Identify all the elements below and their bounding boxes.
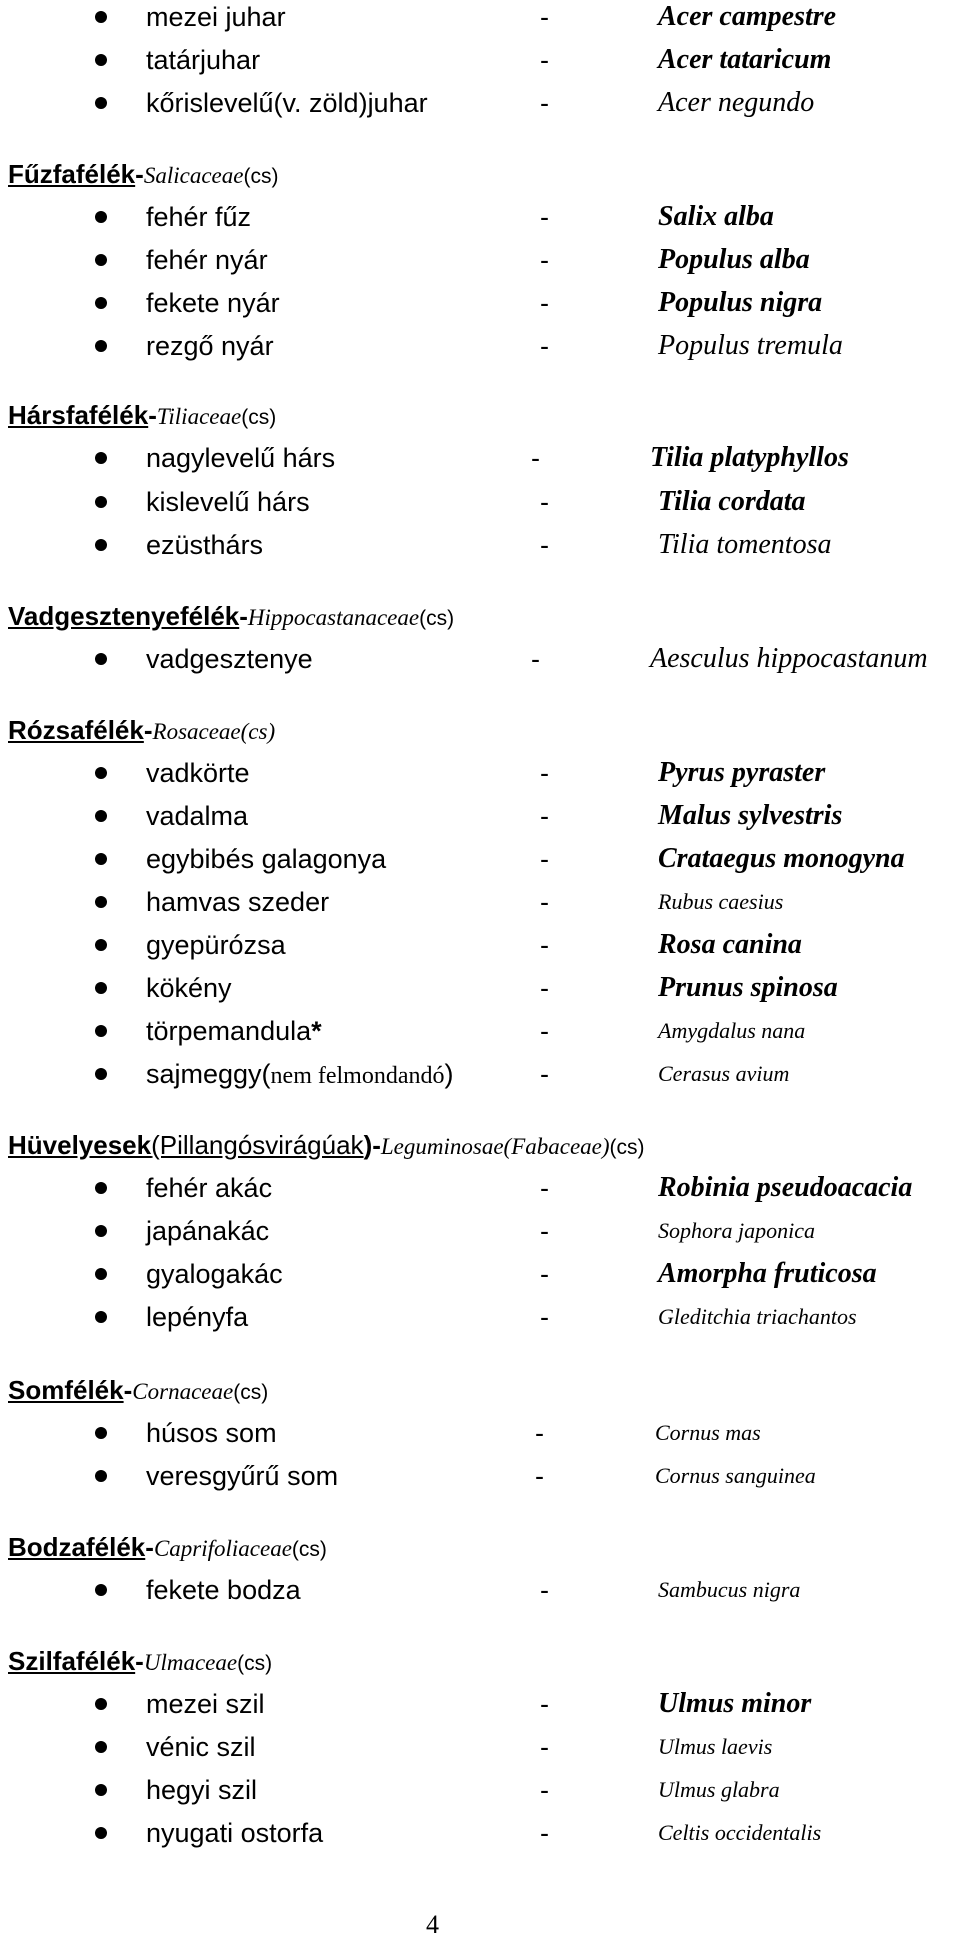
latin-name: Acer campestre — [658, 1, 837, 32]
dash: - — [540, 1173, 549, 1203]
list-item — [0, 1014, 960, 1054]
latin-name: Pyrus pyraster — [658, 757, 826, 788]
bullet-icon — [95, 1311, 107, 1323]
common-name: lepényfa — [146, 1302, 249, 1332]
dash: - — [540, 758, 549, 788]
bullet-icon — [95, 896, 107, 908]
list-item — [0, 1300, 960, 1340]
common-name: japánakác — [146, 1216, 270, 1246]
common-name-main: törpemandula — [146, 1016, 312, 1046]
common-name: fehér nyár — [146, 245, 268, 275]
list-item — [0, 1816, 960, 1856]
bullet-icon — [95, 1025, 107, 1037]
family-suffix: (cs) — [233, 1381, 269, 1404]
family-latin: Tiliaceae — [156, 404, 242, 429]
list-item — [0, 286, 960, 326]
list-item — [0, 329, 960, 369]
family-heading — [8, 1643, 948, 1683]
bullet-icon — [95, 254, 107, 266]
bullet-icon — [95, 496, 107, 508]
bullet-icon — [95, 11, 107, 23]
common-name: nagylevelű hárs — [146, 443, 336, 473]
list-item — [0, 1573, 960, 1613]
bullet-icon — [95, 97, 107, 109]
list-item — [0, 1459, 960, 1499]
family-latin: Hippocastanaceae — [247, 605, 420, 630]
bullet-icon — [95, 452, 107, 464]
family-latin: Cornaceae — [132, 1379, 234, 1404]
page-number: 4 — [426, 1910, 439, 1939]
family-suffix: (cs) — [237, 1652, 273, 1675]
bullet-icon — [95, 1584, 107, 1596]
latin-name: Ulmus minor — [658, 1688, 812, 1719]
common-name: mezei juhar — [146, 2, 286, 32]
latin-name: Tilia tomentosa — [658, 529, 832, 560]
dash: - — [540, 1818, 549, 1848]
common-name: fekete bodza — [146, 1575, 301, 1605]
latin-name: Cornus mas — [655, 1420, 761, 1445]
latin-name: Rubus caesius — [658, 889, 784, 914]
list-item — [0, 0, 960, 40]
common-name: kőrislevelű(v. zöld)juhar — [146, 88, 428, 118]
dash: - — [540, 88, 549, 118]
latin-name: Ulmus laevis — [658, 1734, 773, 1759]
common-name: mezei szil — [146, 1689, 265, 1719]
dash: - — [540, 245, 549, 275]
dash: - — [540, 801, 549, 831]
bullet-icon — [95, 853, 107, 865]
latin-name: Populus tremula — [658, 330, 843, 361]
common-name — [146, 1014, 322, 1048]
bullet-icon — [95, 539, 107, 551]
family-name: Rózsafélék — [8, 715, 144, 745]
dash: - — [540, 1059, 549, 1089]
latin-name: Acer tataricum — [658, 44, 832, 75]
latin-name: Crataegus monogyna — [658, 843, 905, 874]
family-latin: Rosaceae(cs) — [152, 719, 276, 744]
dash: - — [540, 288, 549, 318]
common-name: gyepürózsa — [146, 930, 286, 960]
list-item — [0, 1416, 960, 1456]
common-name: vadkörte — [146, 758, 250, 788]
family-suffix: (cs) — [241, 406, 277, 429]
list-item — [0, 243, 960, 283]
dash: - — [540, 1775, 549, 1805]
bullet-icon — [95, 1827, 107, 1839]
bullet-icon — [95, 297, 107, 309]
dash: - — [535, 1418, 544, 1448]
family-separator: - — [145, 1532, 154, 1562]
family-name: Bodzafélék — [8, 1532, 146, 1562]
common-name-note: nem felmondandó — [270, 1063, 445, 1089]
latin-name: Prunus spinosa — [658, 972, 838, 1003]
bullet-icon — [95, 1741, 107, 1753]
common-name: ezüsthárs — [146, 530, 264, 560]
dash: - — [540, 930, 549, 960]
dash: - — [531, 644, 540, 674]
dash: - — [540, 973, 549, 1003]
dash: - — [535, 1461, 544, 1491]
common-name: vadalma — [146, 801, 249, 831]
common-name: hamvas szeder — [146, 887, 330, 917]
list-item — [0, 441, 960, 481]
list-item — [0, 1214, 960, 1254]
common-name: vénic szil — [146, 1732, 256, 1762]
family-separator: - — [135, 1646, 144, 1676]
common-name: fehér fűz — [146, 202, 252, 232]
common-name: tatárjuhar — [146, 45, 261, 75]
list-item — [0, 1687, 960, 1727]
list-item — [0, 1057, 960, 1097]
latin-name: Gleditchia triachantos — [658, 1304, 857, 1329]
common-name: kökény — [146, 973, 232, 1003]
family-heading — [8, 1529, 948, 1569]
family-name: Hüvelyesek — [8, 1130, 152, 1160]
family-name-extra: (Pillangósvirágúak — [151, 1130, 364, 1160]
latin-name: Tilia cordata — [658, 486, 806, 517]
family-suffix: (cs) — [419, 607, 455, 630]
dash: - — [540, 1302, 549, 1332]
family-latin: Ulmaceae — [143, 1650, 238, 1675]
family-separator: - — [148, 400, 157, 430]
list-item — [0, 1730, 960, 1770]
family-heading — [8, 397, 948, 437]
dash: - — [540, 487, 549, 517]
bullet-icon — [95, 767, 107, 779]
family-suffix: (cs) — [291, 1538, 327, 1561]
latin-name: Sophora japonica — [658, 1218, 816, 1243]
common-name: gyalogakác — [146, 1259, 283, 1289]
common-name: veresgyűrű som — [146, 1461, 339, 1491]
family-latin: Caprifoliaceae — [153, 1536, 292, 1561]
list-item — [0, 1257, 960, 1297]
latin-name: Amygdalus nana — [658, 1018, 806, 1043]
list-item — [0, 1773, 960, 1813]
family-latin: Salicaceae — [143, 163, 244, 188]
latin-name: Tilia platyphyllos — [650, 442, 849, 473]
common-name — [146, 1057, 454, 1093]
common-name: húsos som — [146, 1418, 277, 1448]
list-item — [0, 86, 960, 126]
list-item — [0, 43, 960, 83]
bullet-icon — [95, 54, 107, 66]
list-item — [0, 485, 960, 525]
dash: - — [540, 1016, 549, 1046]
dash: - — [540, 45, 549, 75]
dash: - — [540, 887, 549, 917]
family-heading — [8, 598, 948, 638]
asterisk-mark: * — [311, 1016, 322, 1046]
latin-name: Celtis occidentalis — [658, 1820, 822, 1845]
bullet-icon — [95, 1784, 107, 1796]
latin-name: Amorpha fruticosa — [658, 1258, 877, 1289]
family-name: Szilfafélék — [8, 1646, 136, 1676]
latin-name: Robinia pseudoacacia — [658, 1172, 913, 1203]
family-separator: - — [239, 601, 248, 631]
dash: - — [540, 1689, 549, 1719]
dash: - — [540, 1575, 549, 1605]
common-name: egybibés galagonya — [146, 844, 387, 874]
bullet-icon — [95, 211, 107, 223]
latin-name: Cerasus avium — [658, 1061, 790, 1086]
family-name: Somfélék — [8, 1375, 124, 1405]
common-name: rezgő nyár — [146, 331, 274, 361]
dash: - — [540, 530, 549, 560]
family-heading — [8, 712, 948, 752]
family-separator: - — [123, 1375, 133, 1405]
list-item — [0, 842, 960, 882]
common-name: nyugati ostorfa — [146, 1818, 324, 1848]
common-name: fehér akác — [146, 1173, 273, 1203]
bullet-icon — [95, 939, 107, 951]
bullet-icon — [95, 1427, 107, 1439]
latin-name: Populus alba — [658, 244, 810, 275]
latin-name: Aesculus hippocastanum — [650, 643, 928, 674]
family-separator: )- — [363, 1130, 381, 1160]
latin-name: Acer negundo — [658, 87, 815, 118]
bullet-icon — [95, 1182, 107, 1194]
bullet-icon — [95, 1470, 107, 1482]
list-item — [0, 885, 960, 925]
latin-name: Cornus sanguinea — [655, 1463, 816, 1488]
list-item — [0, 528, 960, 568]
latin-name: Ulmus glabra — [658, 1777, 780, 1802]
latin-name: Populus nigra — [658, 287, 823, 318]
bullet-icon — [95, 1268, 107, 1280]
family-suffix: (cs) — [243, 165, 279, 188]
family-name: Hársfafélék — [8, 400, 149, 430]
dash: - — [540, 1259, 549, 1289]
common-name: hegyi szil — [146, 1775, 258, 1805]
list-item — [0, 799, 960, 839]
bullet-icon — [95, 653, 107, 665]
common-name: fekete nyár — [146, 288, 280, 318]
latin-name: Rosa canina — [658, 929, 802, 960]
bullet-icon — [95, 1698, 107, 1710]
family-heading — [8, 1372, 948, 1412]
list-item — [0, 200, 960, 240]
common-name-main: sajmeggy( — [146, 1059, 271, 1089]
bullet-icon — [95, 340, 107, 352]
family-name: Fűzfafélék — [8, 159, 136, 189]
list-item — [0, 756, 960, 796]
common-name: vadgesztenye — [146, 644, 313, 674]
list-item — [0, 928, 960, 968]
dash: - — [540, 1732, 549, 1762]
family-separator: - — [135, 159, 144, 189]
bullet-icon — [95, 1068, 107, 1080]
bullet-icon — [95, 982, 107, 994]
family-name: Vadgesztenyefélék — [8, 601, 240, 631]
bullet-icon — [95, 1225, 107, 1237]
dash: - — [540, 2, 549, 32]
common-name-end: ) — [444, 1059, 454, 1089]
family-suffix: (cs) — [609, 1136, 645, 1159]
list-item — [0, 971, 960, 1011]
dash: - — [540, 202, 549, 232]
family-latin: Leguminosae(Fabaceae) — [380, 1134, 610, 1159]
dash: - — [540, 331, 549, 361]
dash: - — [540, 1216, 549, 1246]
latin-name: Sambucus nigra — [658, 1577, 801, 1602]
latin-name: Salix alba — [658, 201, 774, 232]
dash: - — [531, 443, 540, 473]
family-heading — [8, 156, 948, 196]
list-item — [0, 642, 960, 682]
dash: - — [540, 844, 549, 874]
list-item — [0, 1171, 960, 1211]
family-heading — [8, 1127, 948, 1167]
family-separator: - — [143, 715, 153, 745]
bullet-icon — [95, 810, 107, 822]
latin-name: Malus sylvestris — [658, 800, 843, 831]
common-name: kislevelű hárs — [146, 487, 310, 517]
